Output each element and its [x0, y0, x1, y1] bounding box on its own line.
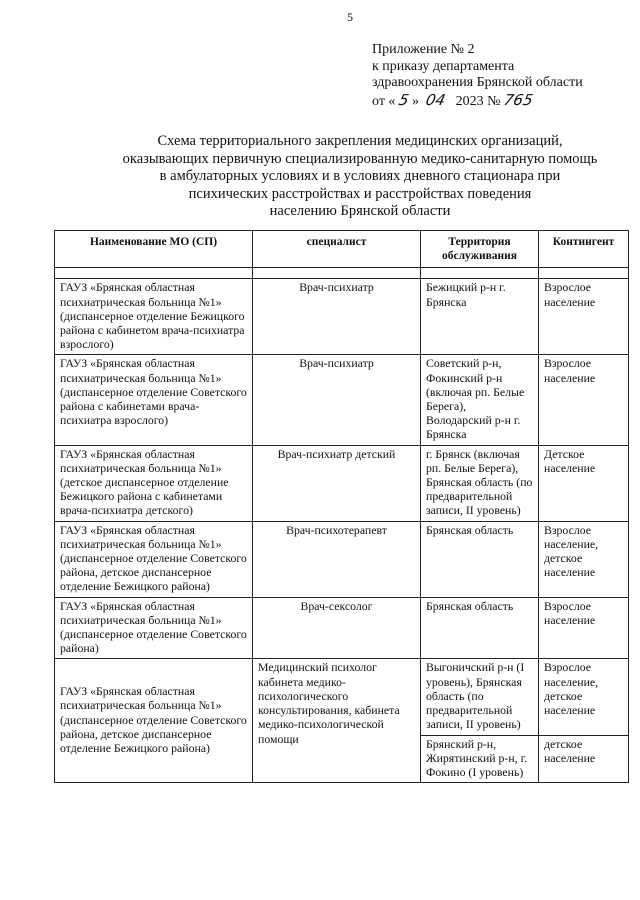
title-line-5: населению Брянской области [269, 203, 451, 219]
appendix-date-line [372, 92, 583, 111]
appendix-line-2: к приказу департамента [372, 58, 515, 74]
table-row [55, 659, 629, 735]
cell-contingent: Взрослое население [539, 355, 629, 445]
table-spacer-row [55, 268, 629, 279]
cell-territory: Бежицкий р-н г. Брянска [421, 279, 539, 355]
table-header-row [55, 231, 629, 268]
cell-name: ГАУЗ «Брянская областная психиатрическая больница №1» (диспансерное отделение Советского района, детское диспансерное отделение Бежицкого района) [55, 521, 253, 597]
header-name: Наименование МО (СП) [55, 231, 253, 268]
cell-contingent: детское население [539, 735, 629, 783]
cell-territory: Брянская область [421, 597, 539, 659]
header-specialist: специалист [253, 231, 421, 268]
cell-specialist: Врач-психотерапевт [253, 521, 421, 597]
cell-name: ГАУЗ «Брянская областная психиатрическая больница №1» (диспансерное отделение Советского района с кабинетами врача-психиатра взрослого) [55, 355, 253, 445]
cell-specialist: Врач-сексолог [253, 597, 421, 659]
cell-name: ГАУЗ «Брянская областная психиатрическая больница №1» (диспансерное отделение Бежицкого района с кабинетом врача-психиатра взрослого) [55, 279, 253, 355]
cell-territory: Брянский р-н, Жирятинский р-н, г. Фокино (I уровень) [421, 735, 539, 783]
cell-contingent: Взрослое население [539, 597, 629, 659]
title-line-2: оказывающих первичную специализированную медико-санитарную помощь [122, 150, 598, 167]
table-row [55, 445, 629, 521]
order-number: 765 [502, 90, 535, 109]
cell-name: ГАУЗ «Брянская областная психиатрическая больница №1» (диспансерное отделение Советского района) [55, 597, 253, 659]
cell-name: ГАУЗ «Брянская областная психиатрическая больница №1» (детское диспансерное отделение Бежицкого района с кабинетами врача-психиатра детского) [55, 445, 253, 521]
cell-territory: Брянская область [421, 521, 539, 597]
header-contingent: Контингент [539, 231, 629, 268]
document-title [60, 133, 640, 221]
date-month: 04 [424, 90, 448, 109]
cell-specialist: Медицинский психолог кабинета медико-психологического консультирования, кабинета медико-психологической помощи [253, 659, 421, 783]
cell-specialist: Врач-психиатр [253, 279, 421, 355]
cell-territory: Советский р-н, Фокинский р-н (включая рп. Белые Берега), Володарский р-н г. Брянска [421, 355, 539, 445]
date-year: 2023 № [455, 93, 501, 109]
appendix-line-1: Приложение № 2 [372, 42, 475, 57]
cell-contingent: Взрослое население, детское население [539, 659, 629, 735]
assignment-table [54, 230, 629, 783]
cell-territory: г. Брянск (включая рп. Белые Берега), Брянская область (по предварительной записи, II уровень) [421, 445, 539, 521]
cell-name: ГАУЗ «Брянская областная психиатрическая больница №1» (диспансерное отделение Советского района, детское диспансерное отделение Бежицкого района) [55, 659, 253, 783]
table-row [55, 521, 629, 597]
cell-specialist: Врач-психиатр детский [253, 445, 421, 521]
cell-specialist: Врач-психиатр [253, 355, 421, 445]
date-prefix: от « [372, 93, 396, 109]
cell-contingent: Взрослое население, детское население [539, 521, 629, 597]
cell-contingent: Взрослое население [539, 279, 629, 355]
table-row [55, 597, 629, 659]
title-line-4: психических расстройствах и расстройствах поведения [188, 185, 532, 202]
cell-territory: Выгоничский р-н (I уровень), Брянская область (по предварительной записи, II уровень) [421, 659, 539, 735]
appendix-line-3: здравоохранения Брянской области [372, 75, 583, 90]
table-row [55, 355, 629, 445]
cell-contingent: Детское население [539, 445, 629, 521]
page-number: 5 [347, 10, 353, 24]
date-day: 5 [397, 90, 411, 109]
title-line-3: в амбулаторных условиях и в условиях дневного стационара при [159, 168, 561, 184]
date-mid: » [411, 93, 419, 109]
appendix-block [372, 42, 583, 110]
title-line-1: Схема территориального закрепления медицинских организаций, [157, 133, 563, 149]
header-territory: Территория обслуживания [421, 231, 539, 268]
table-row [55, 279, 629, 355]
